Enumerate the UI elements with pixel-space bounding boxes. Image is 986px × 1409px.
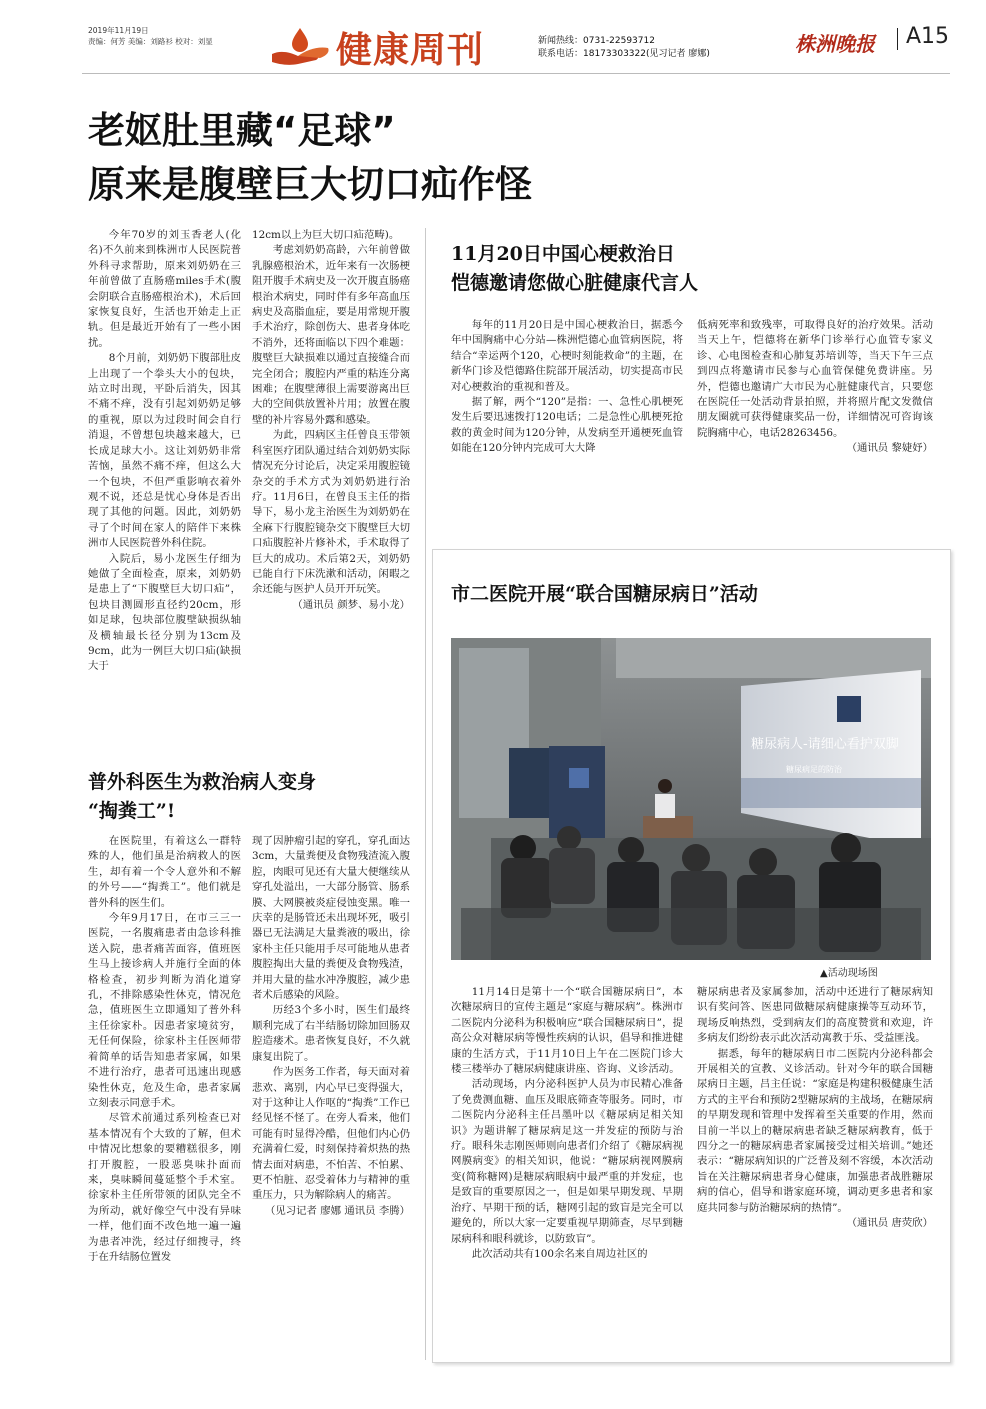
header-divider [897, 28, 898, 50]
heart-article-title [451, 240, 931, 298]
hotline-info [538, 35, 778, 61]
title-line-2: “掏粪工”! [88, 800, 176, 822]
caption-text: ▲活动现场图 [820, 968, 878, 979]
news-hotline: 新闻热线：0731-22593712 [538, 36, 655, 46]
contact-phone: 联系电话：18173303322(见习记者 廖娜) [538, 49, 710, 59]
main-headline [88, 104, 532, 212]
paragraph: 今年70岁的刘玉香老人(化名)不久前来到株洲市人民医院普外科寻求帮助，原来刘奶奶在三年前曾做了直肠癌miles手术(腹会阴联合直肠癌根治术)，术后回家恢复良好，生活也开始走上正轨。但是最近开始有了一些小困扰。 [88, 229, 241, 349]
diabetes-article-col2 [697, 985, 933, 1232]
paragraph: 作为医务工作者，每天面对着悲欢、离别，内心早已变得强大，对于这种让人作呕的“掏粪”工作已经见怪不怪了。在旁人看来，他们可能有时显得冷酷，但他们内心仍充满着仁爱，时刻保持着炽热的热情去面对病患，不怕苦、不怕累、更不怕脏、忍受着体力与精神的重重压力，只为解除病人的痛苦。 [252, 1066, 410, 1202]
screen-title: 糖尿病人-请细心看护双脚 [751, 737, 899, 752]
paragraph: 据悉，每年的糖尿病日市二医院内分泌科都会开展相关的宣教、义诊活动。针对今年的联合国糖尿病日主题，吕主任说：“家庭是构建积极健康生活方式的主平台和预防2型糖尿病的主战场，在糖尿病的早期发现和管理中发挥着至关重要的作用，然而目前一半以上的糖尿病患者缺乏糖尿病教育，低于四分之一的糖尿病患者家属接受过相关培训。”她还表示：“糖尿病知识的广泛普及刻不容缓，本次活动旨在关注糖尿病患者身心健康，加强患者战胜糖尿病的信心，倡导和谐家庭环境，调动更多患者和家庭共同参与防治糖尿病的热情”。 [697, 1047, 933, 1214]
heart-article-col1 [451, 318, 683, 457]
photo-caption [820, 964, 878, 979]
event-photo [451, 638, 931, 960]
paragraph: 入院后，易小龙医生仔细为她做了全面检查，原来，刘奶奶是患上了“下腹壁巨大切口疝”，包块目测圆形直径约20cm，形如足球，包块部位腹壁缺损纵轴及横轴最长径分别为13cm及9cm，此为一例巨大切口疝(缺损大于 [88, 552, 241, 673]
column-divider [425, 228, 426, 1360]
headline-line-1: 老妪肚里藏“足球” [88, 109, 396, 152]
diabetes-article-col1 [451, 985, 683, 1262]
second-article-title [88, 768, 418, 826]
article-credit: （通讯员 唐荧欣） [846, 1217, 933, 1230]
title-line-2: 恺德邀请您做心脏健康代言人 [451, 272, 699, 294]
screen-subtitle: 糖尿病足的防治 [786, 765, 842, 774]
paragraph: 历经3个多小时，医生们最终顺利完成了右半结肠切除加回肠双腔造瘘术。患者恢复良好，不久就康复出院了。 [252, 1004, 410, 1063]
diabetes-article-title: 市二医院开展“联合国糖尿病日”活动 [451, 583, 758, 605]
paragraph: 现了因肿瘤引起的穿孔，穿孔面达3cm，大量粪便及食物残渣流入腹腔，肉眼可见还有大量大便继续从穿孔处溢出，一大部分肠管、肠系膜、大网膜被炎症侵蚀变黑。唯一庆幸的是肠管还未出现坏死，吸引器已无法满足大量粪液的吸出，徐家朴主任只能用手尽可能地从患者腹腔掏出大量的粪便及食物残渣，并用大量的盐水冲净腹腔，减少患者术后感染的风险。 [252, 835, 410, 1002]
paragraph: 11月14日是第十一个“联合国糖尿病日”，本次糖尿病日的宣传主题是“家庭与糖尿病”。株洲市二医院内分泌科为积极响应“联合国糖尿病日”，提高公众对糖尿病等慢性疾病的认识，倡导和推进健康的生活方式，于11月10日上午在二医院门诊大楼三楼举办了糖尿病健康讲座、咨询、义诊活动。 [451, 986, 683, 1076]
paragraph: 活动现场，内分泌科医护人员为市民精心准备了免费测血糖、血压及眼底筛查等服务。同时，市二医院内分泌科主任吕墨叶以《糖尿病足相关知识》为题讲解了糖尿病足这一并发症的预防与治疗。眼科朱志刚医师则向患者们介绍了《糖尿病视网膜病变》的相关知识，他说：“糖尿病视网膜病变(简称糖网)是糖尿病眼病中最严重的并发症，也是致盲的重要原因之一，但是如果早期发现、早期治疗、早期干预的话，糖网引起的致盲是完全可以避免的，所以大家一定要重视早期筛查，尽早到糖尿病科和眼科就诊，以防致盲”。 [451, 1078, 683, 1245]
paragraph: 低病死率和致残率，可取得良好的治疗效果。活动当天上午，恺德将在新华门诊举行心血管专家义诊、心电图检查和心肺复苏培训等，当天下午三点到四点将邀请市民参与心血管保健免费讲座。另外，恺德也邀请广大市民为心脏健康代言，只要您在医院任一处活动背景拍照，并将照片配文发微信朋友圈就可获得健康奖品一份，详细情况可咨询该院胸痛中心，电话28263456。 [697, 319, 933, 439]
paragraph: 为此，四病区主任曾良玉带领科室医疗团队通过结合刘奶奶实际情况充分讨论后，决定采用腹腔镜杂交的手术方式为刘奶奶进行治疗。11月6日，在曾良玉主任的指导下，易小龙主治医生为刘奶奶在全麻下行腹腔镜杂交下腹壁巨大切口疝腹腔补片修补术，手术取得了巨大的成功。术后第2天，刘奶奶已能自行下床洗漱和活动，闲暇之余还能与医护人员开开玩笑。 [252, 429, 410, 596]
paragraph: 每年的11月20日是中国心梗救治日，据悉今年中国胸痛中心分站—株洲恺德心血管病医院，将结合“幸运两个120，心梗时刻能救命”的主题，在新华门诊及恺德路住院部开展活动，切实提高市民对心梗救治的重视和普及。 [451, 319, 683, 393]
header-meta [88, 25, 268, 47]
paragraph: 糖尿病患者及家属参加，活动中还进行了糖尿病知识有奖问答、医患同做糖尿病健康操等互动环节，现场反响热烈，受到病友们的高度赞赏和欢迎，许多病友们纷纷表示此次活动寓教于乐、受益匪浅。 [697, 986, 933, 1045]
article-credit: （通讯员 颜梦、易小龙） [292, 598, 410, 611]
article-credit: （见习记者 廖娜 通讯员 李腾） [265, 1204, 410, 1217]
headline-line-2: 原来是腹壁巨大切口疝作怪 [88, 163, 532, 206]
health-logo-icon [268, 28, 332, 68]
issue-date: 2019年11月19日 [88, 26, 149, 35]
paragraph: 8个月前，刘奶奶下腹部肚皮上出现了一个拳头大小的包块，站立时出现，平卧后消失，因其不痛不痒，没有引起刘奶奶足够的重视，原以为过段时间会自行消退，不曾想包块越来越大，已长成足球大小。这让刘奶奶非常苦恼，虽然不痛不痒，但这么大一个包块，不但严重影响衣着外观不说，还总是忧心身体是否出现了其他的问题。因此，刘奶奶寻了个时间在家人的陪伴下来株洲市人民医院普外科住院。 [88, 352, 241, 550]
paragraph: 今年9月17日，在市三三一医院，一名腹痛患者由急诊科推送入院，患者痛苦面容，值班医生马上接诊病人并施行全面的体格检查，初步判断为消化道穿孔，不排除感染性休克，情况危急，值班医生立即通知了普外科主任徐家朴。因患者家境贫穷，无任何保险，徐家朴主任医师带着简单的话告知患者家属，如果不进行治疗，患者可迅速出现感染性休克，危及生命，患者家属立刻表示同意手术。 [88, 912, 241, 1109]
heart-article-col2 [697, 318, 933, 457]
event-photo-illustration [451, 638, 931, 960]
page-number: A15 [906, 24, 950, 49]
header-rule [82, 73, 950, 74]
paragraph: 在医院里，有着这么一群特殊的人，他们虽是治病救人的医生，却有着一个令人意外和不解的外号——“掏粪工”。他们就是普外科的医生们。 [88, 835, 241, 909]
main-article-col1 [88, 228, 241, 675]
paragraph: 12cm以上为巨大切口疝范畴)。 [252, 229, 400, 241]
main-article-col2 [252, 228, 410, 613]
paragraph: 尽管术前通过系列检查已对基本情况有个大致的了解，但术中情况比想象的要糟糕很多，刚打开腹腔，一股恶臭味扑面而来，臭味瞬间蔓延整个手术室。徐家朴主任所带领的团队完全不为所动，就好像空气中没有异味一样，他们面不改色地一遍一遍为患者冲洗，经过仔细搜寻，终于在升结肠位置发 [88, 1112, 241, 1263]
second-article-col2 [252, 834, 410, 1219]
paragraph: 此次活动共有100余名来自周边社区的 [471, 1247, 648, 1260]
masthead-logo: 株洲晚报 [795, 32, 875, 56]
paragraph: 考虑刘奶奶高龄，六年前曾做乳腺癌根治术，近年来有一次肠梗阻开腹手术病史及一次开腹直肠癌根治术病史，同时伴有多年高血压病史及高脂血症，要是用常规开腹手术治疗，除创伤大、患者身体吃不消外，还将面临以下四个难题：腹壁巨大缺损难以通过直接缝合而完全闭合；腹腔内严重的粘连分离困难；在腹壁薄很上需要游离出巨大的空间供放置补片用；放置在腹壁的补片容易外露和感染。 [252, 244, 410, 426]
section-title: 健康周刊 [336, 29, 485, 71]
title-line-1: 11月20日中国心梗救治日 [451, 243, 675, 265]
editor-line: 责编：何芳 美编：刘路衫 校对：刘显 [88, 37, 213, 46]
article-credit: （通讯员 黎婕妤） [846, 442, 933, 455]
second-article-col1 [88, 834, 241, 1265]
paragraph: 据了解，两个“120”是指：一、急性心肌梗死发生后要迅速拨打120电话；二是急性心肌梗死抢救的黄金时间为120分钟，从发病至开通梗死血管如能在120分钟内完成可大大降 [451, 396, 683, 455]
title-line-1: 普外科医生为救治病人变身 [88, 771, 317, 793]
